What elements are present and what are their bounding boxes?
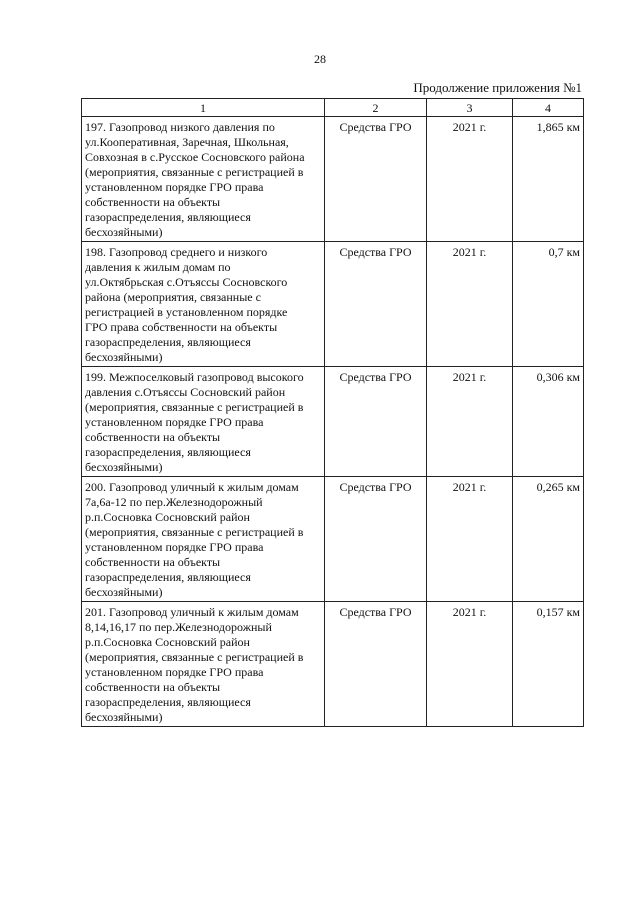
funding-source: Средства ГРО [325, 117, 427, 242]
description-line: 7а,6а-12 по пер.Железнодорожный [85, 495, 263, 509]
page-number: 28 [314, 52, 326, 66]
description-line: (мероприятия, связанные с регистрацией в [85, 525, 304, 539]
description-line: (мероприятия, связанные с регистрацией в [85, 400, 304, 414]
year-cell: 2021 г. [427, 367, 513, 477]
year-cell: 2021 г. [427, 477, 513, 602]
description-line: 200. Газопровод уличный к жилым домам [85, 480, 299, 494]
table-row [82, 602, 584, 727]
table-body [82, 117, 584, 727]
description-line: 199. Межпоселковый газопровод высокого [85, 370, 304, 384]
appendix-table [81, 98, 584, 727]
description-line: ул.Октябрьская с.Отъяссы Сосновского [85, 275, 288, 289]
description-line: собственности на объекты [85, 195, 221, 209]
description-line: 201. Газопровод уличный к жилым домам [85, 605, 299, 619]
description-line: газораспределения, являющиеся [85, 210, 251, 224]
column-header-2: 2 [325, 99, 427, 117]
description-line: давления к жилым домам по [85, 260, 231, 274]
description-line: бесхозяйными) [85, 585, 163, 599]
object-description [82, 602, 325, 727]
table-row [82, 367, 584, 477]
length-cell: 0,7 км [513, 242, 584, 367]
description-line: газораспределения, являющиеся [85, 570, 251, 584]
description-line: бесхозяйными) [85, 710, 163, 724]
description-line: р.п.Сосновка Сосновский район [85, 635, 250, 649]
description-line: собственности на объекты [85, 430, 221, 444]
description-line: установленном порядке ГРО права [85, 415, 264, 429]
column-header-1: 1 [82, 99, 325, 117]
funding-source: Средства ГРО [325, 477, 427, 602]
description-line: регистрацией в установленном порядке [85, 305, 288, 319]
length-cell: 0,265 км [513, 477, 584, 602]
description-line: ул.Кооперативная, Заречная, Школьная, [85, 135, 289, 149]
table-row [82, 117, 584, 242]
length-cell: 1,865 км [513, 117, 584, 242]
funding-source: Средства ГРО [325, 602, 427, 727]
column-header-4: 4 [513, 99, 584, 117]
description-line: установленном порядке ГРО права [85, 540, 264, 554]
object-description [82, 242, 325, 367]
description-line: газораспределения, являющиеся [85, 335, 251, 349]
year-cell: 2021 г. [427, 117, 513, 242]
year-cell: 2021 г. [427, 242, 513, 367]
description-line: бесхозяйными) [85, 460, 163, 474]
description-line: установленном порядке ГРО права [85, 665, 264, 679]
length-cell: 0,157 км [513, 602, 584, 727]
description-line: района (мероприятия, связанные с [85, 290, 261, 304]
table-row [82, 477, 584, 602]
description-line: Совхозная в с.Русское Сосновского района [85, 150, 305, 164]
description-line: ГРО права собственности на объекты [85, 320, 278, 334]
funding-source: Средства ГРО [325, 367, 427, 477]
description-line: установленном порядке ГРО права [85, 180, 264, 194]
description-line: давления с.Отъяссы Сосновский район [85, 385, 286, 399]
description-line: газораспределения, являющиеся [85, 695, 251, 709]
year-cell: 2021 г. [427, 602, 513, 727]
funding-source: Средства ГРО [325, 242, 427, 367]
description-line: бесхозяйными) [85, 225, 163, 239]
description-line: (мероприятия, связанные с регистрацией в [85, 650, 304, 664]
description-line: (мероприятия, связанные с регистрацией в [85, 165, 304, 179]
table-row [82, 242, 584, 367]
header-row [82, 99, 584, 117]
description-line: бесхозяйными) [85, 350, 163, 364]
column-header-3: 3 [427, 99, 513, 117]
description-line: р.п.Сосновка Сосновский район [85, 510, 250, 524]
continuation-label: Продолжение приложения №1 [413, 80, 582, 95]
description-line: 8,14,16,17 по пер.Железнодорожный [85, 620, 272, 634]
length-cell: 0,306 км [513, 367, 584, 477]
description-line: собственности на объекты [85, 680, 221, 694]
object-description [82, 367, 325, 477]
description-line: собственности на объекты [85, 555, 221, 569]
object-description [82, 117, 325, 242]
description-line: газораспределения, являющиеся [85, 445, 251, 459]
description-line: 197. Газопровод низкого давления по [85, 120, 275, 134]
description-line: 198. Газопровод среднего и низкого [85, 245, 268, 259]
object-description [82, 477, 325, 602]
